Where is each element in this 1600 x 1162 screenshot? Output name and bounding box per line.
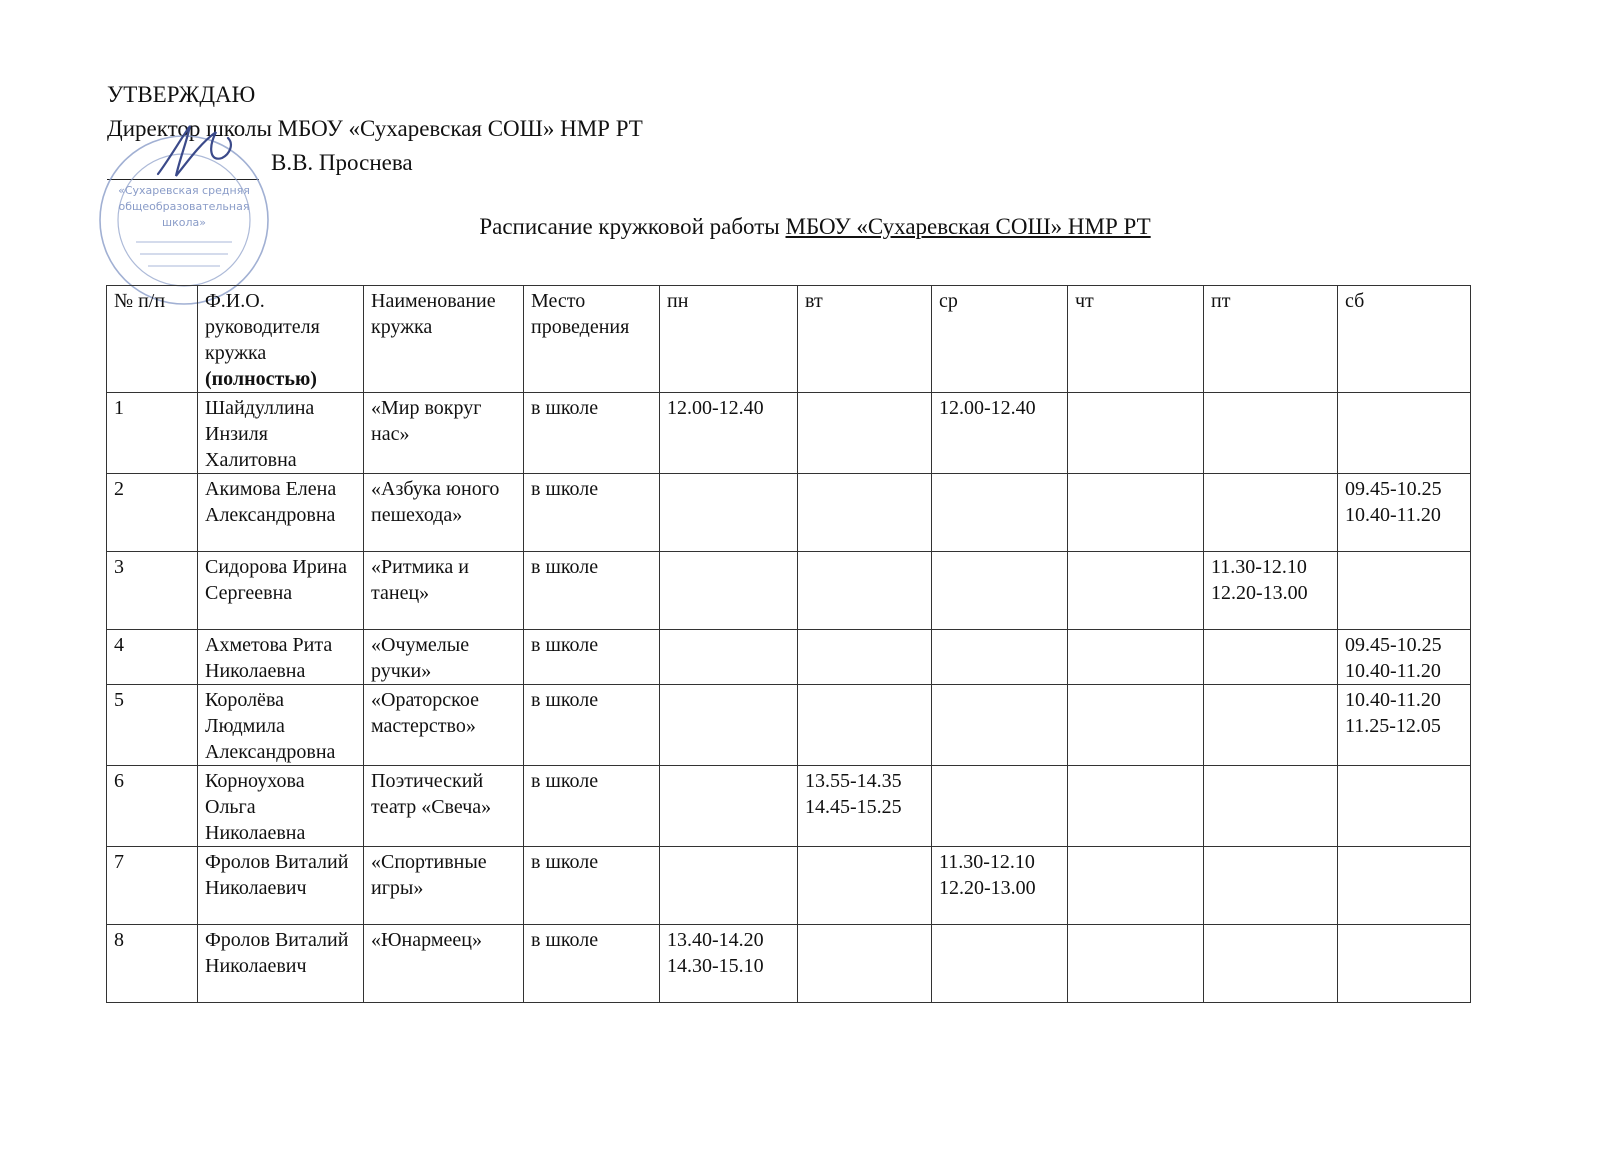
cell-leader: Ахметова Рита Николаевна [198, 630, 364, 685]
cell-sat: 09.45-10.25 10.40-11.20 [1338, 630, 1471, 685]
cell-num: 1 [107, 393, 198, 474]
cell-tue [798, 393, 932, 474]
cell-wed [932, 552, 1068, 630]
cell-sat: 09.45-10.25 10.40-11.20 [1338, 474, 1471, 552]
header-wed: ср [932, 286, 1068, 393]
table-row [107, 630, 1471, 685]
cell-tue [798, 925, 932, 1003]
cell-fri [1204, 685, 1338, 766]
stamp-text-1: «Сухаревская средняя [118, 184, 250, 197]
cell-club: Поэтический театр «Свеча» [364, 766, 524, 847]
cell-wed: 11.30-12.10 12.20-13.00 [932, 847, 1068, 925]
signature-line [107, 146, 643, 180]
stamp-text-2: общеобразовательная [118, 200, 250, 213]
cell-num: 4 [107, 630, 198, 685]
signer-name: В.В. Проснева [271, 150, 413, 175]
cell-mon [660, 766, 798, 847]
cell-mon: 13.40-14.20 14.30-15.10 [660, 925, 798, 1003]
cell-fri [1204, 474, 1338, 552]
header-thu: чт [1068, 286, 1204, 393]
cell-mon: 12.00-12.40 [660, 393, 798, 474]
cell-mon [660, 685, 798, 766]
cell-fri [1204, 393, 1338, 474]
cell-thu [1068, 766, 1204, 847]
cell-leader: Королёва Людмила Александровна [198, 685, 364, 766]
cell-leader: Корноухова Ольга Николаевна [198, 766, 364, 847]
table-row [107, 847, 1471, 925]
cell-leader: Фролов Виталий Николаевич [198, 925, 364, 1003]
signature-blank [107, 159, 259, 180]
cell-thu [1068, 847, 1204, 925]
table-row [107, 552, 1471, 630]
cell-thu [1068, 685, 1204, 766]
table-row [107, 685, 1471, 766]
cell-club: «Азбука юного пешехода» [364, 474, 524, 552]
cell-tue [798, 474, 932, 552]
cell-thu [1068, 552, 1204, 630]
cell-tue: 13.55-14.35 14.45-15.25 [798, 766, 932, 847]
header-sat: сб [1338, 286, 1471, 393]
cell-club: «Очумелые ручки» [364, 630, 524, 685]
cell-place: в школе [524, 685, 660, 766]
cell-sat [1338, 925, 1471, 1003]
header-tue: вт [798, 286, 932, 393]
cell-place: в школе [524, 552, 660, 630]
cell-fri [1204, 630, 1338, 685]
table-row [107, 393, 1471, 474]
header-leader-text: Ф.И.О. руководителя кружка [205, 290, 320, 364]
cell-wed: 12.00-12.40 [932, 393, 1068, 474]
cell-club: «Юнармеец» [364, 925, 524, 1003]
cell-mon [660, 474, 798, 552]
cell-num: 6 [107, 766, 198, 847]
cell-place: в школе [524, 847, 660, 925]
cell-thu [1068, 630, 1204, 685]
cell-sat [1338, 552, 1471, 630]
cell-num: 8 [107, 925, 198, 1003]
cell-tue [798, 630, 932, 685]
approval-position: Директор школы МБОУ «Сухаревская СОШ» НМР РТ [107, 116, 643, 141]
cell-thu [1068, 393, 1204, 474]
title-prefix: Расписание кружковой работы [479, 214, 786, 239]
header-num: № п/п [107, 286, 198, 393]
cell-leader: Акимова Елена Александровна [198, 474, 364, 552]
header-fri: пт [1204, 286, 1338, 393]
cell-fri: 11.30-12.10 12.20-13.00 [1204, 552, 1338, 630]
table-row [107, 474, 1471, 552]
cell-place: в школе [524, 630, 660, 685]
cell-num: 7 [107, 847, 198, 925]
cell-wed [932, 685, 1068, 766]
cell-num: 3 [107, 552, 198, 630]
cell-sat [1338, 766, 1471, 847]
header-place: Место проведения [524, 286, 660, 393]
cell-tue [798, 847, 932, 925]
table-row [107, 766, 1471, 847]
cell-fri [1204, 766, 1338, 847]
cell-mon [660, 630, 798, 685]
cell-thu [1068, 925, 1204, 1003]
document-title [0, 214, 1600, 240]
cell-club: «Мир вокруг нас» [364, 393, 524, 474]
cell-num: 2 [107, 474, 198, 552]
cell-mon [660, 552, 798, 630]
cell-num: 5 [107, 685, 198, 766]
cell-wed [932, 766, 1068, 847]
cell-place: в школе [524, 766, 660, 847]
title-school: МБОУ «Сухаревская СОШ» НМР РТ [785, 214, 1151, 239]
cell-leader: Фролов Виталий Николаевич [198, 847, 364, 925]
cell-leader: Шайдуллина Инзиля Халитовна [198, 393, 364, 474]
cell-club: «Ораторское мастерство» [364, 685, 524, 766]
header-mon: пн [660, 286, 798, 393]
cell-place: в школе [524, 393, 660, 474]
stamp-text-3: школа» [162, 216, 206, 229]
cell-wed [932, 925, 1068, 1003]
cell-club: «Ритмика и танец» [364, 552, 524, 630]
header-club: Наименование кружка [364, 286, 524, 393]
cell-wed [932, 630, 1068, 685]
approval-heading: УТВЕРЖДАЮ [107, 82, 256, 107]
cell-fri [1204, 847, 1338, 925]
cell-fri [1204, 925, 1338, 1003]
cell-thu [1068, 474, 1204, 552]
cell-mon [660, 847, 798, 925]
table-row [107, 925, 1471, 1003]
cell-tue [798, 685, 932, 766]
cell-tue [798, 552, 932, 630]
cell-sat [1338, 393, 1471, 474]
cell-sat: 10.40-11.20 11.25-12.05 [1338, 685, 1471, 766]
table-header-row [107, 286, 1471, 393]
header-leader [198, 286, 364, 393]
club-schedule-table [106, 285, 1471, 1003]
cell-place: в школе [524, 925, 660, 1003]
cell-wed [932, 474, 1068, 552]
cell-club: «Спортивные игры» [364, 847, 524, 925]
cell-leader: Сидорова Ирина Сергеевна [198, 552, 364, 630]
approval-block [107, 78, 643, 180]
cell-place: в школе [524, 474, 660, 552]
cell-sat [1338, 847, 1471, 925]
header-leader-bold: (полностью) [205, 368, 317, 390]
